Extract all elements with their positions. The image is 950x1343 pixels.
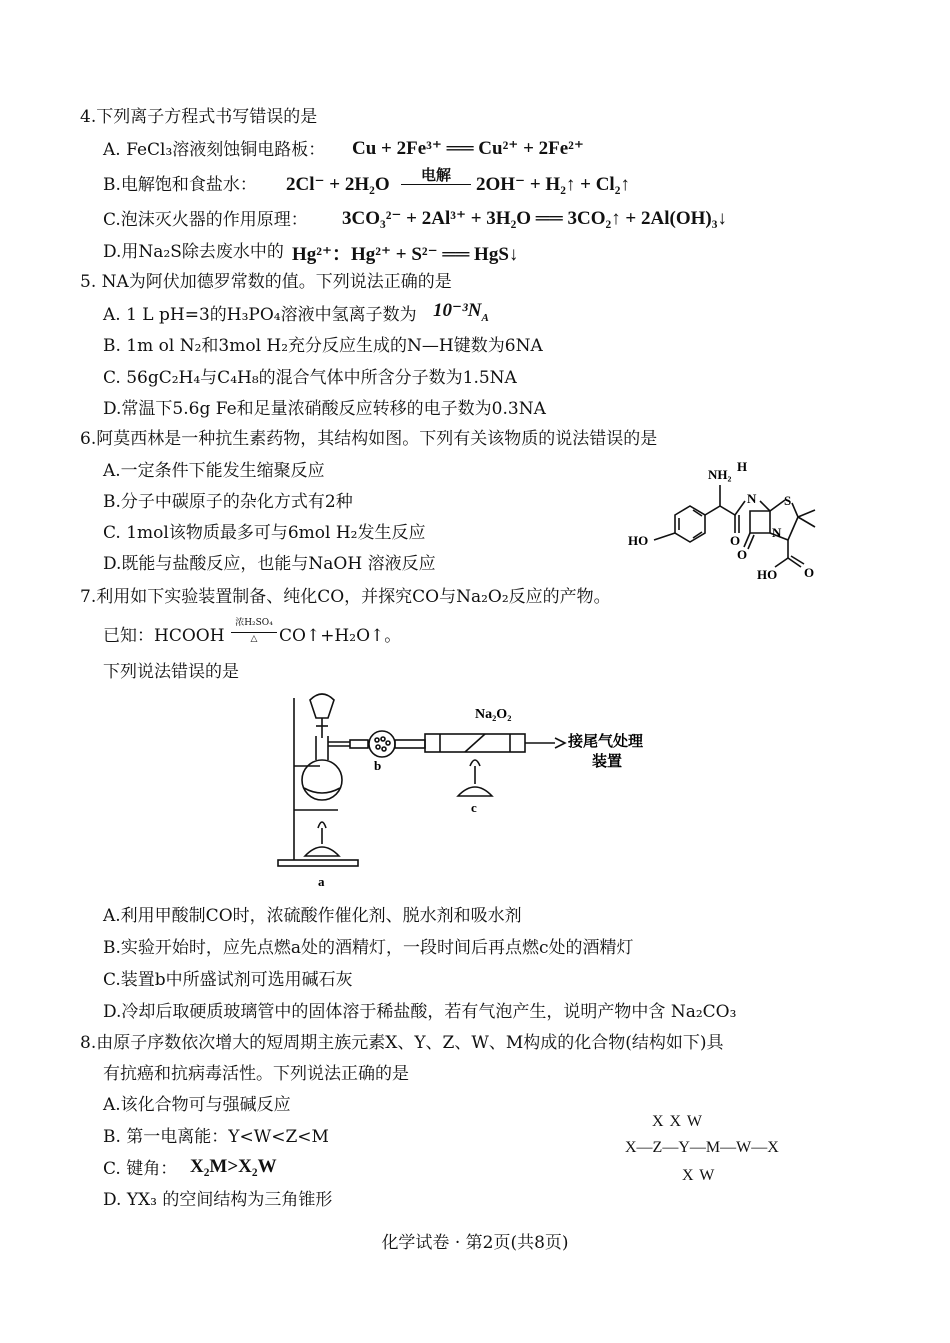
q6-stem: 6.阿莫西林是一种抗生素药物，其结构如图。下列有关该物质的说法错误的是 <box>80 429 658 449</box>
q4-option-a-label: A. FeCl₃溶液刻蚀铜电路板： <box>103 140 326 160</box>
label-n-amide: N <box>747 491 757 506</box>
q7-known-suffix: CO↑+H₂O↑。 <box>279 626 402 646</box>
q7-option-c: C.装置b中所盛试剂可选用碱石灰 <box>103 970 353 990</box>
q7-known-condition: 浓H₂SO₄ <box>235 618 273 628</box>
q7-option-d: D.冷却后取硬质玻璃管中的固体溶于稀盐酸，若有气泡产生，说明产物中含 Na₂CO₃ <box>103 1002 737 1022</box>
q8-option-a: A.该化合物可与强碱反应 <box>103 1095 291 1115</box>
label-c: c <box>471 800 477 815</box>
label-tail-device: 装置 <box>592 754 623 770</box>
label-s: S <box>784 493 792 508</box>
q8-structure-row: X—Z—Y—M—W—X <box>625 1139 779 1156</box>
q7-option-b: B.实验开始时，应先点燃a处的酒精灯，一段时间后再点燃c处的酒精灯 <box>103 938 634 958</box>
label-o-acid: O <box>804 565 815 580</box>
q4-option-b-eq-left: 2Cl⁻ + 2H₂O <box>286 174 390 195</box>
q7-prompt: 下列说法错误的是 <box>103 662 239 682</box>
q5-option-a-value: $10^{-3}N_A$ <box>433 300 489 324</box>
q5-option-b: B. 1m ol N₂和3mol H₂充分反应生成的N—H键数为6NA <box>103 336 543 356</box>
q4-stem: 4.下列离子方程式书写错误的是 <box>80 107 318 127</box>
q7-stem: 7.利用如下实验装置制备、纯化CO，并探究CO与Na₂O₂反应的产物。 <box>80 587 611 607</box>
q5-option-c: C. 56gC₂H₄与C₄H₈的混合气体中所含分子数为1.5NA <box>103 368 517 388</box>
q4-option-b-eq-right: 2OH⁻ + H₂↑ + Cl₂↑ <box>476 174 630 195</box>
q7-known-arrow-line <box>231 632 277 633</box>
q4-option-d-equation: Hg²⁺：Hg²⁺ + S²⁻ ══ HgS↓ <box>292 244 519 265</box>
label-h: H <box>737 459 748 474</box>
q4-option-d-label: D.用Na₂S除去废水中的 <box>103 242 284 262</box>
q4-option-a-equation: Cu + 2Fe³⁺ ══ Cu²⁺ + 2Fe²⁺ <box>352 138 584 159</box>
q5-stem: 5. NA为阿伏加德罗常数的值。下列说法正确的是 <box>80 272 452 292</box>
q7-known-heat: △ <box>250 634 258 644</box>
q6-option-a: A.一定条件下能发生缩聚反应 <box>103 461 325 481</box>
label-tail-gas: 接尾气处理 <box>568 734 644 750</box>
q8-option-c-label: C. 键角： <box>103 1159 178 1179</box>
q6-option-c: C. 1mol该物质最多可与6mol H₂发生反应 <box>103 523 426 543</box>
q4-option-b-label: B.电解饱和食盐水： <box>103 175 257 195</box>
q4-option-b-condition: 电解 <box>420 166 451 184</box>
q8-option-d: D. YX₃ 的空间结构为三角锥形 <box>103 1190 333 1210</box>
q8-stem-line1: 8.由原子序数依次增大的短周期主族元素X、Y、Z、W、M构成的化合物(结构如下)具 <box>80 1033 724 1053</box>
q6-option-b: B.分子中碳原子的杂化方式有2种 <box>103 492 353 512</box>
amoxicillin-structure <box>620 455 830 585</box>
q8-option-b: B. 第一电离能：Y<W<Z<M <box>103 1127 329 1147</box>
q4-option-c-label: C.泡沫灭火器的作用原理： <box>103 210 308 230</box>
label-nh2: NH₂ <box>708 467 732 482</box>
label-o-lactam: O <box>737 547 748 562</box>
q4-option-b-arrow-line <box>401 184 471 185</box>
q6-option-d: D.既能与盐酸反应，也能与NaOH 溶液反应 <box>103 554 436 574</box>
label-ho: HO <box>628 533 649 548</box>
apparatus-diagram <box>270 688 670 888</box>
label-na2o2: Na₂O₂ <box>475 707 512 722</box>
q8-option-c-equation: X₂M>X₂W <box>190 1156 277 1177</box>
q4-option-c-equation: 3CO₃²⁻ + 2Al³⁺ + 3H₂O ══ 3CO₂↑ + 2Al(OH)₃↓ <box>342 208 727 229</box>
q5-option-d: D.常温下5.6g Fe和足量浓硝酸反应转移的电子数为0.3NA <box>103 399 546 419</box>
label-o-amide: O <box>730 533 741 548</box>
label-b: b <box>374 758 382 773</box>
q8-structure-top: X X W <box>652 1113 703 1130</box>
q8-stem-line2: 有抗癌和抗病毒活性。下列说法正确的是 <box>103 1064 409 1084</box>
label-hooc: HO <box>757 567 778 582</box>
q8-structure-bottom: X W <box>682 1167 716 1184</box>
page-footer: 化学试卷 · 第2页(共8页) <box>381 1233 569 1253</box>
label-n-ring: N <box>772 525 782 540</box>
q7-known-prefix: 已知：HCOOH <box>103 626 225 646</box>
q7-option-a: A.利用甲酸制CO时，浓硫酸作催化剂、脱水剂和吸水剂 <box>103 906 522 926</box>
label-a: a <box>318 874 325 888</box>
q5-option-a: A. 1 L pH=3的H₃PO₄溶液中氢离子数为 <box>103 305 417 325</box>
